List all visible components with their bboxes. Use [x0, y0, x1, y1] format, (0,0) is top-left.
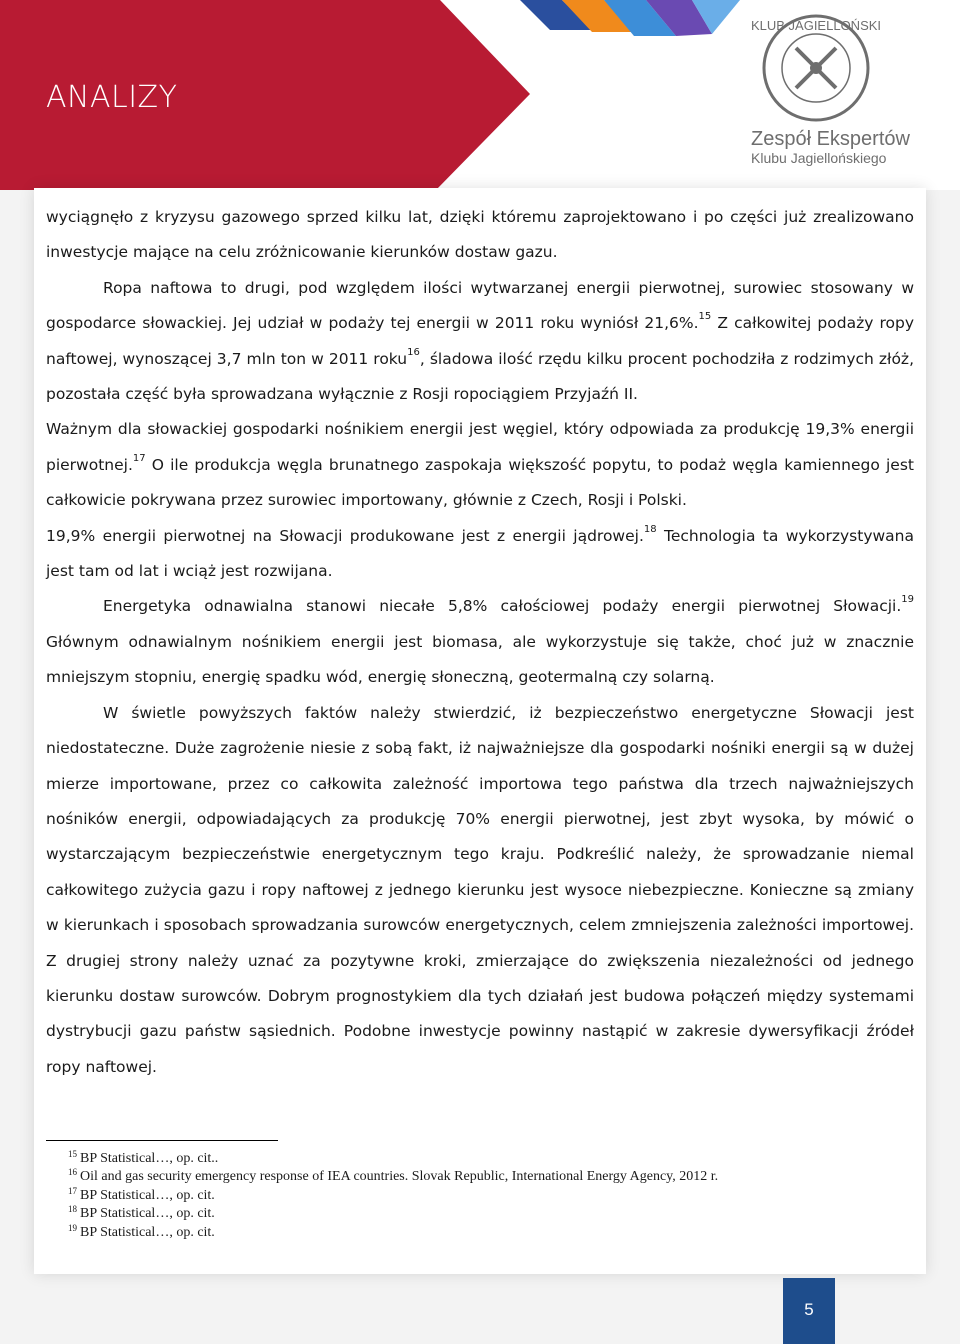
footnote-divider	[46, 1140, 278, 1141]
footnote-text: BP Statistical…, op. cit.	[80, 1224, 215, 1240]
footnote-ref-18[interactable]: 18	[643, 523, 657, 535]
paragraph-6: W świetle powyższych faktów należy stwierdzić, iż bezpieczeństwo energetyczne Słowacji jest niedostateczne. Duże zagrożenie niesie z sobą fakt, iż najważniejsze dla gospodarki nośniki energii są w dużej mierze importowane, przez co całkowita zależność importowa tego państwa dla trzech najważniejszych nośników energii, odpowiadających za produkcję 70% energii pierwotnej, jest zbyt wysoka, by mówić o wystarczającym bezpieczeństwie energetycznym tego kraju. Podkreślić należy, że sprowadzanie niemal całkowitego zużycia gazu i ropy naftowej z jednego kierunku jest wysoce niebezpieczne. Konieczne są zmiany w kierunkach i sposobach sprowadzania surowców energetycznych, celem zmniejszenia zależności importowej. Z drugiej strony należy uznać za pozytywne kroki, zmierzające do zwiększenia niezależności od jednego kierunku dostaw surowców. Dobrym prognostykiem dla tych działań jest budowa połączeń między systemami dystrybucji gazu państw sąsiednich. Podobne inwestycje powinny nastąpić w zakresie dywersyfikacji źródeł ropy naftowej.	[46, 703, 914, 1076]
footnote-ref-17[interactable]: 17	[132, 452, 146, 464]
paragraph-3: Ważnym dla słowackiej gospodarki nośnikiem energii jest węgiel, który odpowiada za produkcję 19,3% energii pierwotnej.$^{17}$ O ile produkcja węgla brunatnego zaspokaja większość popytu, to podaż węgla kamiennego jest całkowicie pokrywana przez surowiec importowany, głównie z Czech, Rosji i Polski.	[46, 420, 914, 510]
footnote-text: BP Statistical…, op. cit.	[80, 1206, 215, 1222]
footnote-text: BP Statistical…, op. cit..	[80, 1151, 219, 1166]
paragraph-4: 19,9% energii pierwotnej na Słowacji produkowane jest z energii jądrowej.$^{18}$ Technologia ta wykorzystywana jest tam od lat i wciąż jest rozwijana.	[46, 523, 914, 581]
footnotes	[68, 1150, 718, 1242]
footnote-item	[68, 1168, 718, 1186]
footnote-ref-15[interactable]: 15	[698, 311, 712, 323]
logo-ring-text: KLUB JAGIELLOŃSKI	[750, 18, 882, 33]
footnote-number: 17	[68, 1185, 77, 1196]
footnote-item	[68, 1187, 718, 1205]
footnote-number: 15	[68, 1149, 77, 1159]
body-text	[46, 200, 914, 1085]
footnote-item	[68, 1205, 718, 1223]
footnote-item	[68, 1224, 718, 1242]
page-header	[0, 0, 960, 190]
footnote-ref-19[interactable]: 19	[901, 594, 914, 606]
logo-line1: Zespół Ekspertów	[751, 128, 910, 150]
footnote-item	[68, 1150, 718, 1168]
footnote-number: 16	[68, 1167, 77, 1178]
footnote-text: Oil and gas security emergency response of IEA countries. Slovak Republic, International Energy Agency, 2012 r.	[80, 1169, 719, 1185]
logo-line2: Klubu Jagiellońskiego	[751, 150, 887, 166]
footnote-text: BP Statistical…, op. cit.	[80, 1187, 215, 1203]
page-number: 5	[783, 1278, 835, 1344]
paragraph-1: wyciągnęło z kryzysu gazowego sprzed kilku lat, dzięki któremu zaprojektowano i po części już zrealizowano inwestycje mające na celu zróżnicowanie kierunków dostaw gazu.	[46, 208, 914, 262]
paragraph-5: Energetyka odnawialna stanowi niecałe 5,8% całościowej podaży energii pierwotnej Słowacji.$^{19}$ Głównym odnawialnym nośnikiem energii jest biomasa, ale wykorzystuje się także, choć już w znacznie mniejszym stopniu, energię spadku wód, energię słoneczną, geotermalną czy solarną.	[46, 594, 914, 687]
klub-logo-icon	[751, 16, 881, 120]
footnote-number: 19	[68, 1222, 77, 1233]
footnote-number: 18	[68, 1204, 77, 1215]
paragraph-2: Ropa naftowa to drugi, pod względem ilości wytwarzanej energii pierwotnej, surowiec stosowany w gospodarce słowackiej. Jej udział w podaży tej energii w 2011 roku wyniósł 21,6%.$^{15}$ Z całkowitej podaży ropy naftowej, wynoszącej 3,7 mln ton w 2011 roku$^{16}$, śladowa ilość rzędu kilku procent pochodziła z rodzimych złóż, pozostała część była sprowadzana wyłącznie z Rosji ropociągiem Przyjaźń II.	[46, 278, 914, 404]
section-title: ANALIZY	[46, 80, 178, 115]
footnote-ref-16[interactable]: 16	[407, 346, 420, 358]
